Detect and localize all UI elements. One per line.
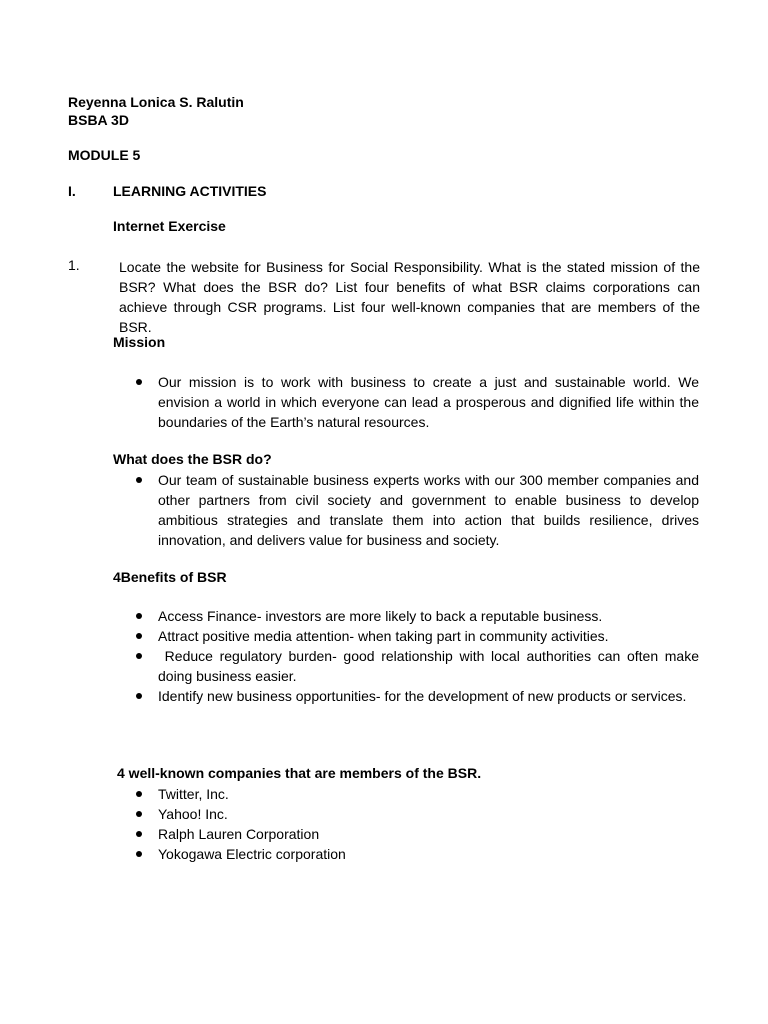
list-item: Identify new business opportunities- for the development of new products or services. bbox=[130, 686, 699, 706]
section-title: LEARNING ACTIVITIES bbox=[113, 183, 267, 199]
what-bsr-does-list bbox=[130, 470, 699, 550]
question-text: Locate the website for Business for Social Responsibility. What is the stated mission of the BSR? What does the BSR do? List four benefits of what BSR claims corporations can achieve through CSR programs. List four well-known companies that are members of the BSR. bbox=[119, 259, 700, 335]
bullet-icon bbox=[136, 831, 142, 837]
list-item: Yokogawa Electric corporation bbox=[130, 844, 699, 864]
section-number: I. bbox=[68, 183, 76, 199]
bullet-icon bbox=[136, 379, 142, 385]
list-item: Ralph Lauren Corporation bbox=[130, 824, 699, 844]
module-title: MODULE 5 bbox=[68, 147, 141, 163]
list-item: Twitter, Inc. bbox=[130, 784, 699, 804]
exercise-title: Internet Exercise bbox=[113, 218, 226, 234]
benefits-heading: 4Benefits of BSR bbox=[113, 569, 227, 585]
list-item: Our team of sustainable business experts works with our 300 member companies and other partners from civil society and government to enable business to develop ambitious strategies and translate them into action that builds resilience, drives innovation, and delivers value for business and society. bbox=[130, 470, 699, 550]
list-item: Attract positive media attention- when taking part in community activities. bbox=[130, 626, 699, 646]
course-section: BSBA 3D bbox=[68, 112, 129, 128]
list-item: Reduce regulatory burden- good relationship with local authorities can often make doing business easier. bbox=[130, 646, 699, 686]
list-item: Access Finance- investors are more likely to back a reputable business. bbox=[130, 606, 699, 626]
mission-heading: Mission bbox=[113, 334, 166, 350]
bullet-icon bbox=[136, 477, 142, 483]
bullet-icon bbox=[136, 693, 142, 699]
companies-heading: 4 well-known companies that are members of the BSR. bbox=[117, 765, 482, 781]
list-item: Yahoo! Inc. bbox=[130, 804, 699, 824]
student-name: Reyenna Lonica S. Ralutin bbox=[68, 94, 244, 110]
bullet-icon bbox=[136, 633, 142, 639]
bullet-icon bbox=[136, 851, 142, 857]
benefits-list bbox=[130, 606, 703, 706]
bullet-icon bbox=[136, 613, 142, 619]
bullet-icon bbox=[136, 811, 142, 817]
bullet-icon bbox=[136, 653, 142, 659]
bullet-icon bbox=[136, 791, 142, 797]
companies-list bbox=[130, 784, 699, 864]
list-item: Our mission is to work with business to create a just and sustainable world. We envision a world in which everyone can lead a prosperous and dignified life within the boundaries of the Earth’s natural resources. bbox=[130, 372, 699, 432]
what-bsr-does-heading: What does the BSR do? bbox=[113, 451, 272, 467]
mission-list bbox=[130, 372, 699, 432]
question-number: 1. bbox=[68, 257, 80, 273]
